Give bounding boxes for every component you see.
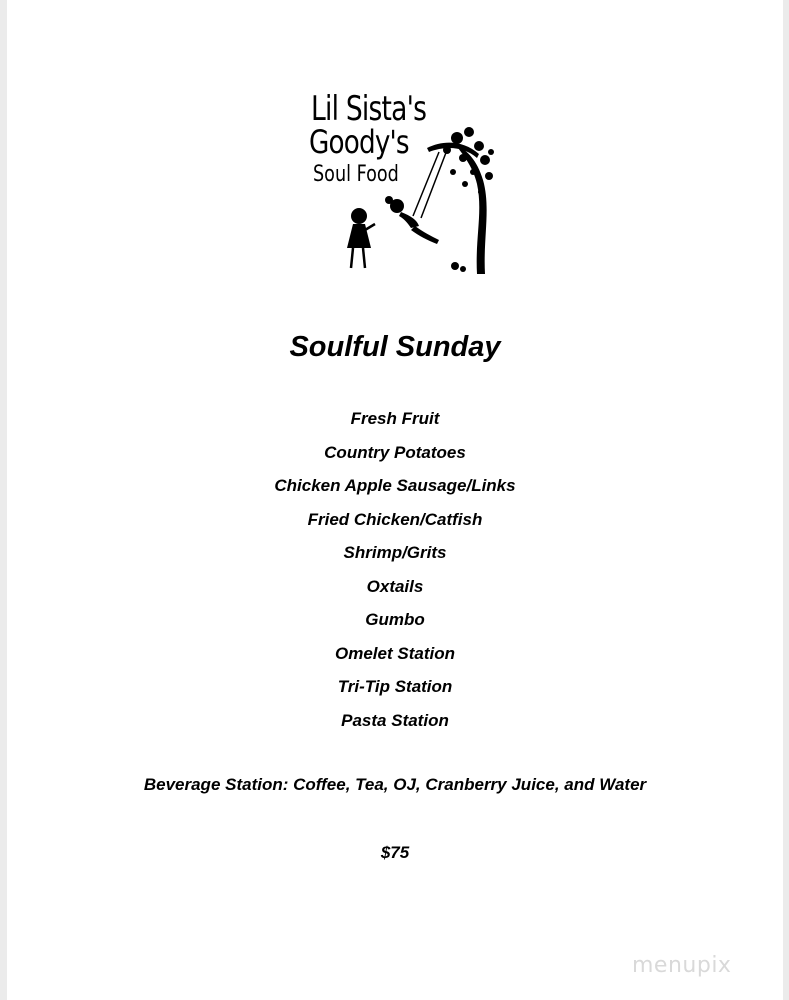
menu-item: Tri-Tip Station <box>337 677 453 696</box>
menu-item: Country Potatoes <box>324 442 466 462</box>
menu-item: Pasta Station <box>341 710 449 730</box>
menu-items-list <box>7 404 783 739</box>
menu-page <box>7 0 783 1000</box>
menu-item: Fried Chicken/Catfish <box>307 509 483 529</box>
tree-swing-illustration <box>307 88 497 278</box>
logo-line-3: Soul Food <box>313 162 399 187</box>
menu-title: Soulful Sunday <box>289 331 501 363</box>
logo-line-1: Lil Sista's <box>311 89 427 129</box>
menu-item: Shrimp/Grits <box>343 543 447 562</box>
menu-item: Omelet Station <box>335 643 455 663</box>
menu-item: Chicken Apple Sausage/Links <box>274 476 516 495</box>
menupix-watermark: menupix <box>632 953 732 978</box>
menu-item: Fresh Fruit <box>350 409 440 428</box>
restaurant-logo <box>307 88 497 278</box>
menu-item: Gumbo <box>365 610 425 629</box>
menu-price: $75 <box>380 843 410 862</box>
menu-item: Oxtails <box>366 576 424 596</box>
logo-line-2: Goody's <box>309 123 409 161</box>
beverage-station: Beverage Station: Coffee, Tea, OJ, Cranberry Juice, and Water <box>143 775 647 794</box>
